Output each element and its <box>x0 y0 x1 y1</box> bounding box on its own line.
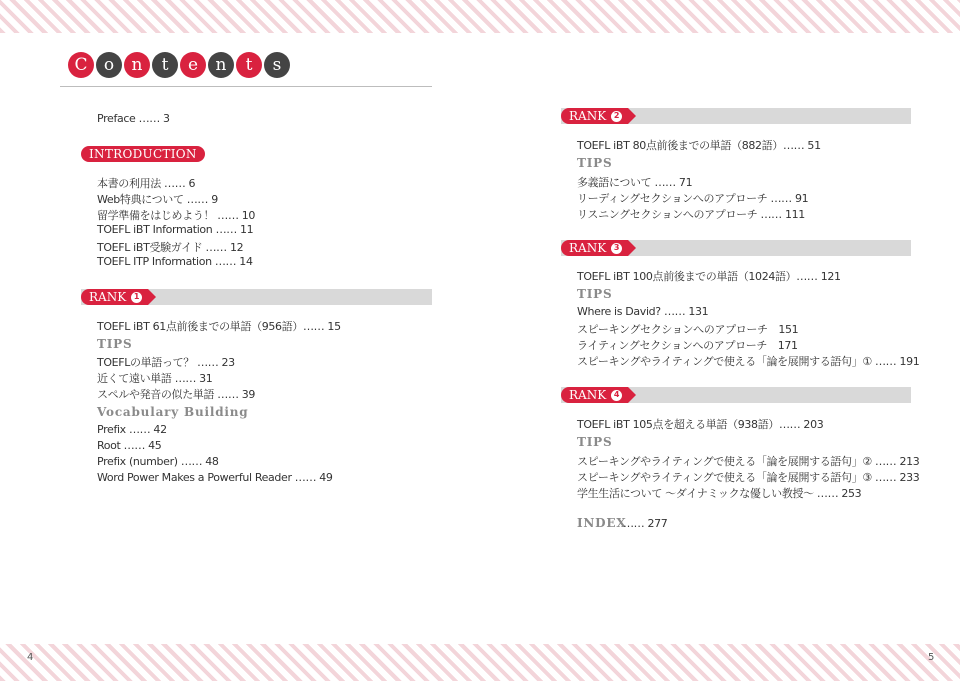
title-letter: n <box>124 52 150 78</box>
toc-entry[interactable]: TOEFLの単語って？ …… 23 <box>97 356 235 369</box>
toc-entry-rank-2-main[interactable]: TOEFL iBT 80点前後までの単語（882語）…… 51 <box>577 139 821 152</box>
rank-number-badge: 3 <box>611 243 622 254</box>
toc-entry[interactable]: スピーキングやライティングで使える「論を展開する語句」① …… 191 <box>577 355 920 368</box>
toc-entry-rank-4-main[interactable]: TOEFL iBT 105点を超える単語（938語）…… 203 <box>577 418 824 431</box>
toc-entry[interactable]: Where is David? …… 131 <box>577 305 709 318</box>
vocabulary-building-heading: Vocabulary Building <box>97 405 249 419</box>
toc-entry[interactable]: Prefix (number) …… 48 <box>97 455 219 468</box>
introduction-heading: INTRODUCTION <box>81 146 205 162</box>
rank-label: RANK <box>569 109 607 123</box>
toc-entry-preface[interactable]: Preface …… 3 <box>97 112 170 125</box>
toc-entry[interactable]: Word Power Makes a Powerful Reader …… 49 <box>97 471 333 484</box>
rank-4-header <box>561 387 911 403</box>
rank-label: RANK <box>89 290 127 304</box>
title-letter: s <box>264 52 290 78</box>
rank-label: RANK <box>569 388 607 402</box>
tips-heading: TIPS <box>577 435 613 449</box>
rank-1-tag <box>81 289 148 305</box>
toc-entry[interactable]: 多義語について …… 71 <box>577 176 693 189</box>
index-page-entry[interactable]: …… 277 <box>623 517 668 530</box>
rank-3-header <box>561 240 911 256</box>
title-letter: t <box>236 52 262 78</box>
toc-entry[interactable]: リーディングセクションへのアプローチ …… 91 <box>577 192 809 205</box>
tips-heading: TIPS <box>97 337 133 351</box>
toc-entry[interactable]: スピーキングやライティングで使える「論を展開する語句」③ …… 233 <box>577 471 920 484</box>
toc-entry[interactable]: 学生生活について ～ダイナミックな優しい教授～ …… 253 <box>577 487 862 500</box>
toc-entry[interactable]: スピーキングやライティングで使える「論を展開する語句」② …… 213 <box>577 455 920 468</box>
top-stripe-border <box>0 0 960 33</box>
toc-entry[interactable]: Web特典について …… 9 <box>97 193 218 206</box>
rank-4-tag <box>561 387 628 403</box>
toc-entry-rank-1-main[interactable]: TOEFL iBT 61点前後までの単語（956語）…… 15 <box>97 320 341 333</box>
toc-entry[interactable]: Prefix …… 42 <box>97 423 167 436</box>
index-heading[interactable]: INDEX <box>577 516 627 530</box>
title-letter: C <box>68 52 94 78</box>
rank-label: RANK <box>569 241 607 255</box>
title-letter: o <box>96 52 122 78</box>
rank-2-tag <box>561 108 628 124</box>
toc-entry[interactable]: 留学準備をはじめよう！ …… 10 <box>97 209 256 222</box>
toc-entry[interactable]: スピーキングセクションへのアプローチ 151 <box>577 323 799 336</box>
toc-entry[interactable]: Root …… 45 <box>97 439 162 452</box>
toc-entry[interactable]: TOEFL iBT Information …… 11 <box>97 223 254 236</box>
toc-entry[interactable]: TOEFL iBT受験ガイド …… 12 <box>97 241 244 254</box>
title-divider <box>60 86 432 87</box>
title-letter: t <box>152 52 178 78</box>
left-page-number: 4 <box>27 652 34 663</box>
rank-3-tag <box>561 240 628 256</box>
tips-heading: TIPS <box>577 156 613 170</box>
tips-heading: TIPS <box>577 287 613 301</box>
toc-entry[interactable]: 本書の利用法 …… 6 <box>97 177 196 190</box>
rank-1-header <box>81 289 432 305</box>
toc-entry[interactable]: TOEFL ITP Information …… 14 <box>97 255 253 268</box>
contents-title <box>68 52 292 78</box>
rank-2-header <box>561 108 911 124</box>
rank-number-badge: 4 <box>611 390 622 401</box>
title-letter: e <box>180 52 206 78</box>
toc-entry[interactable]: スペルや発音の似た単語 …… 39 <box>97 388 256 401</box>
toc-entry[interactable]: リスニングセクションへのアプローチ …… 111 <box>577 208 805 221</box>
rank-number-badge: 1 <box>131 292 142 303</box>
toc-entry[interactable]: ライティングセクションへのアプローチ 171 <box>577 339 798 352</box>
toc-entry-rank-3-main[interactable]: TOEFL iBT 100点前後までの単語（1024語）…… 121 <box>577 270 841 283</box>
toc-entry[interactable]: 近くて遠い単語 …… 31 <box>97 372 213 385</box>
title-letter: n <box>208 52 234 78</box>
right-page-number: 5 <box>928 652 935 663</box>
bottom-stripe-border <box>0 644 960 681</box>
rank-number-badge: 2 <box>611 111 622 122</box>
